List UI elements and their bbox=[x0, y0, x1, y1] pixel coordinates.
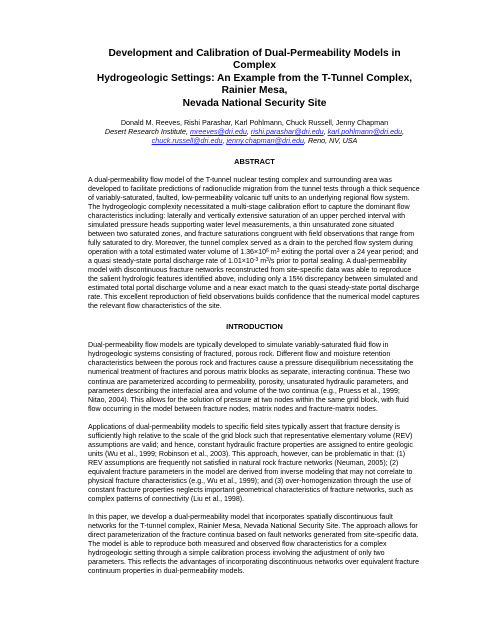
body-line: networks for the T-tunnel complex, Rainier Mesa, Nevada National Security Site. The approach allows for bbox=[88, 522, 418, 531]
introduction-paragraph-3 bbox=[88, 513, 421, 576]
title-line: Hydrogeologic Settings: An Example from the T-Tunnel Complex, Rainier Mesa, bbox=[96, 72, 413, 97]
abstract-line-volume: operation with a total estimated water volume of $1.36\times 10^6$ $m^3$ exiting the portal over a 24 year period; and bbox=[88, 247, 419, 257]
body-line: parameters. This reflects the advantages of incorporating discontinuous networks over equivalent fracture bbox=[88, 558, 420, 567]
abstract-line: characteristics including: laterally and vertically extensive saturation of an upper perched interval with bbox=[88, 211, 406, 220]
body-line: complex patterns of connectivity (Liu et al., 1998). bbox=[88, 495, 245, 504]
body-line: Applications of dual-permeability models to specific field sites typically assert that fracture density is bbox=[88, 422, 400, 431]
abstract-line: rate. This excellent reproduction of field observations builds confidence that the numerical model captures bbox=[88, 293, 420, 302]
abstract-heading: ABSTRACT bbox=[234, 156, 275, 166]
abstract-line: the relevant flow characteristics of the site. bbox=[88, 302, 222, 311]
abstract-line: of variably-saturated, faulted, low-permeability volcanic tuff units to an underlying regional flow system. bbox=[88, 193, 410, 202]
body-line: direct parameterization of the fracture continua based on fault networks generated from site-specific data. bbox=[88, 531, 419, 540]
affiliation-line: chuck.russell@dri.edu, jenny.chapman@dri.edu, Reno, NV, USA bbox=[151, 136, 358, 146]
body-line: units (Wu et al., 1999; Robinson et al., 2003). This approach, however, can be problematic in that: (1) bbox=[88, 449, 406, 458]
body-line: Nitao, 2004). This allows for the solution of pressure at two nodes within the same grid block, with fluid bbox=[88, 395, 409, 404]
body-line: parameters describing the interfacial area and volume of the two continua (e.g., Pruess et al., 1999; bbox=[88, 386, 400, 395]
email-link[interactable]: mreeves@dri.edu bbox=[190, 127, 247, 137]
body-line: physical fracture characteristics (e.g., Wu et al., 1999); and (3) over-homogenization through the use of bbox=[88, 477, 411, 485]
body-line: hydrogeologic systems consisting of fractured, porous rock. Different flow and moisture retention bbox=[88, 350, 391, 359]
institution: Desert Research Institute, bbox=[104, 127, 190, 137]
body-line: characteristics between the porous rock and fractures cause a pressure disequilibrium necessitating the bbox=[88, 359, 414, 368]
body-line: Dual-permeability flow models are typically developed to simulate variably-saturated fluid flow in bbox=[88, 341, 389, 350]
body-line: continua are parameterized according to permeability, porosity, unsaturated hydraulic parameters, and bbox=[88, 377, 409, 386]
paper-title bbox=[88, 48, 421, 110]
email-link[interactable]: rishi.parashar@dri.edu bbox=[250, 127, 324, 137]
abstract-line: fully saturated to dry. Moreover, the tunnel complex served as a drain to the perched flow system during bbox=[88, 238, 413, 247]
body-line: hydrogeologic setting through a simple calibration process involving the adjustment of only two bbox=[88, 549, 385, 558]
body-line: constant fracture properties neglects important geometrical characteristics of fracture networks, such as bbox=[88, 486, 413, 495]
introduction-heading: INTRODUCTION bbox=[226, 322, 283, 332]
abstract-body bbox=[88, 176, 421, 312]
title-line: Nevada National Security Site bbox=[182, 97, 327, 109]
affiliation-line: Desert Research Institute, mreeves@dri.edu, rishi.parashar@dri.edu, karl.pohlmann@dri.edu, bbox=[104, 127, 405, 137]
abstract-line: the salient hydrologic features identified above, including only a 15% discrepancy between simulated and bbox=[88, 275, 418, 284]
body-line: equivalent fracture parameters in the model are derived from inverse modeling that may not correlate to bbox=[88, 467, 413, 476]
abstract-line: between two saturated zones, and fracture saturations congruent with field observations that range from bbox=[88, 229, 415, 238]
email-link[interactable]: jenny.chapman@dri.edu bbox=[226, 136, 304, 146]
body-line: In this paper, we develop a dual-permeability model that incorporates spatially discontinuous fault bbox=[88, 513, 393, 522]
introduction-paragraph-1 bbox=[88, 341, 421, 413]
abstract-line: A dual-permeability flow model of the T-tunnel nuclear testing complex and surrounding area was bbox=[88, 175, 392, 184]
abstract-line: simulated pressure heads supporting water level measurements, a thin unsaturated zone situated bbox=[88, 220, 394, 229]
body-line: numerical treatment of fractures and porous matrix blocks as separate, interacting continua. These two bbox=[88, 368, 411, 377]
abstract-line: developed to facilitate predictions of radionuclide migration from the tunnel tests through a thick sequence bbox=[88, 184, 420, 193]
body-line: assumptions are valid; and hence, constant hydraulic fracture properties are assigned to entire geologic bbox=[88, 440, 413, 449]
title-line: Development and Calibration of Dual-Permeability Models in Complex bbox=[108, 48, 401, 72]
body-line: REV assumptions are frequently not satisfied in natural rock fracture networks (Neuman, 2005); (2) bbox=[88, 458, 399, 467]
abstract-line-rate: a quasi steady-state portal discharge rate of $1.01\times 10^{-3}$ $m^3/s$ prior to portal sealing. A dual-permeability bbox=[88, 256, 407, 266]
location: , Reno, NV, USA bbox=[303, 136, 358, 146]
email-link[interactable]: karl.pohlmann@dri.edu bbox=[327, 127, 403, 137]
body-line: sufficiently high relative to the scale of the grid block such that representative elementary volume (REV) bbox=[88, 431, 413, 440]
introduction-paragraph-2 bbox=[88, 423, 421, 504]
abstract-line: model with discontinuous fracture networks reconstructed from site-specific data was able to reproduce bbox=[88, 266, 412, 275]
abstract-line: estimated total portal discharge volume and a near exact match to the quasi steady-state portal discharge bbox=[88, 284, 420, 293]
body-line: continuum properties in dual-permeability models. bbox=[88, 567, 245, 576]
body-line: flow occurring in the model between fracture nodes, matrix nodes and fracture-matrix nodes. bbox=[88, 404, 378, 413]
author-list: Donald M. Reeves, Rishi Parashar, Karl Pohlmann, Chuck Russell, Jenny Chapman bbox=[120, 118, 389, 128]
body-line: The model is able to reproduce both measured and observed flow characteristics for a complex bbox=[88, 540, 387, 549]
abstract-line: The hydrogeologic complexity necessitated a multi-stage calibration effort to capture the dominant flow bbox=[88, 202, 410, 211]
affiliation bbox=[88, 127, 421, 145]
email-link[interactable]: chuck.russell@dri.edu bbox=[151, 136, 223, 146]
